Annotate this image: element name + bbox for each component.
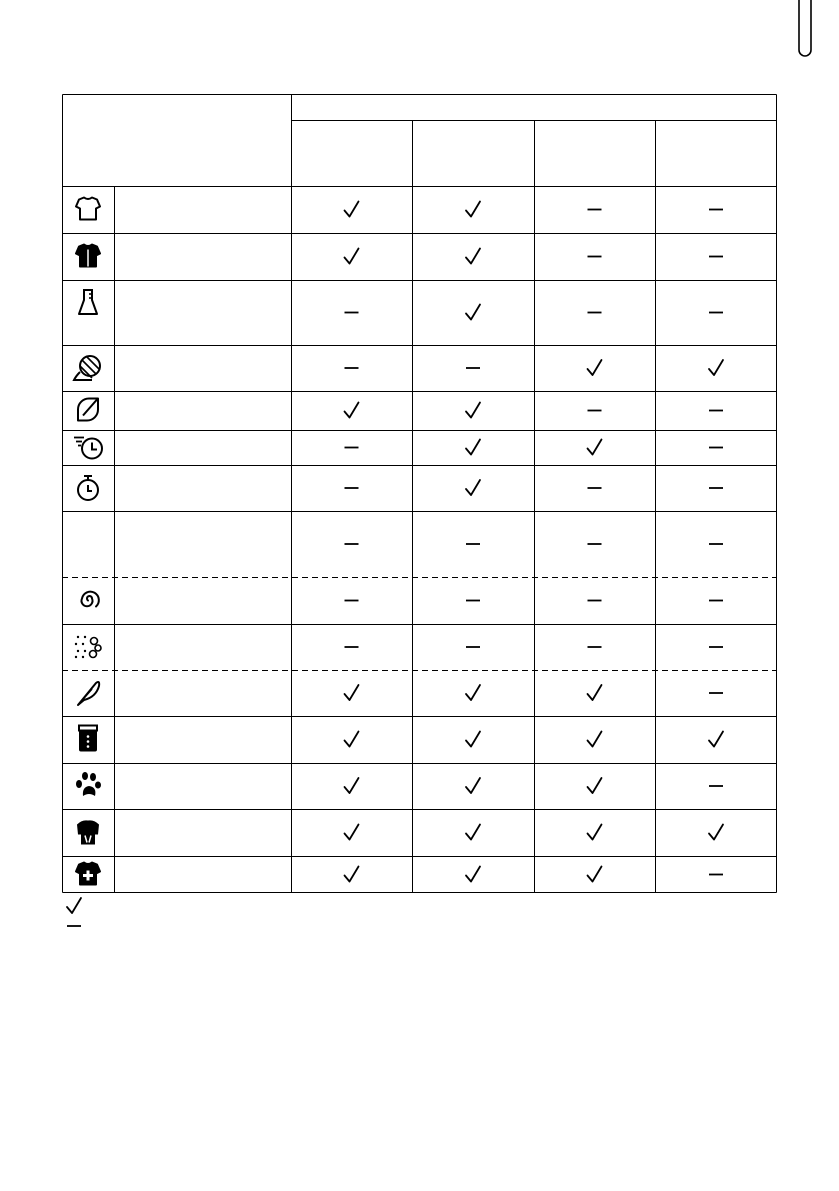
rinse-drain-icon [75,636,101,658]
check-icon [64,896,84,916]
sportswear-icon [77,820,99,844]
flask-icon [79,290,97,314]
cut-mark-icon [793,0,813,64]
check-mark [466,403,480,418]
check-mark [466,480,480,495]
check-mark [588,440,602,455]
t-shirt-filled-icon [76,245,100,267]
program-options-table [62,94,777,893]
wool-yarn-ball-icon [74,356,100,380]
hygiene-cross-shirt-icon [76,863,100,885]
pet-paw-icon [76,772,101,796]
check-mark [345,202,359,217]
check-mark [588,685,602,700]
check-mark [588,360,602,375]
table-gridlines [62,94,777,893]
t-shirt-outline-icon [76,198,100,220]
check-mark [345,685,359,700]
check-mark [466,825,480,840]
check-mark [466,440,480,455]
check-mark [466,685,480,700]
legend [64,896,90,936]
check-mark [709,825,723,840]
check-mark [466,867,480,882]
check-mark [466,778,480,793]
legend-item-check [64,896,90,916]
stopwatch-icon [78,476,98,500]
check-mark [466,249,480,264]
check-mark [709,360,723,375]
eco-leaf-icon [78,399,98,421]
check-mark [345,825,359,840]
check-mark [466,305,480,320]
check-mark [588,732,602,747]
check-mark [466,732,480,747]
legend-item-dash [64,916,90,936]
check-mark [345,778,359,793]
check-mark [345,732,359,747]
check-mark [345,249,359,264]
dash-icon [64,916,84,936]
check-mark [345,403,359,418]
table-body [74,198,723,885]
spin-spiral-icon [82,592,99,607]
check-mark [466,202,480,217]
check-mark [345,867,359,882]
check-mark [588,825,602,840]
check-mark [588,867,602,882]
bedding-icon [79,726,97,752]
check-mark [709,732,723,747]
check-mark [588,778,602,793]
feather-down-icon [78,682,99,705]
quick-timer-icon [74,438,102,459]
